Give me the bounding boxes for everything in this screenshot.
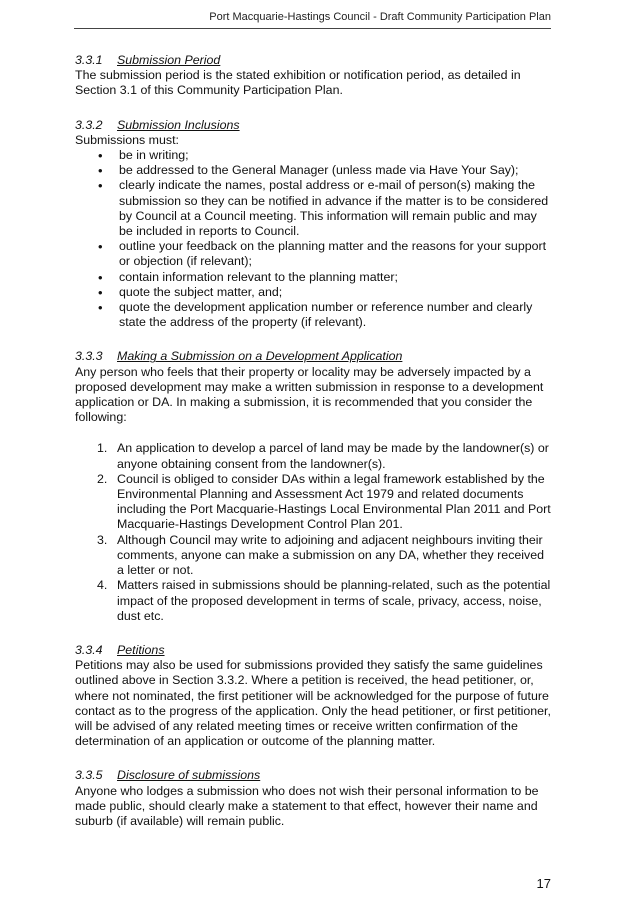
- item-text: Although Council may write to adjoining and adjacent neighbours inviting their comments, anyone can make a submission on any DA, whether they received a letter or not.: [117, 532, 545, 578]
- section-title: Submission Inclusions: [117, 117, 240, 132]
- section-title: Submission Period: [117, 53, 221, 67]
- section-number: 3.3.5: [75, 768, 103, 783]
- section-making-submission: [75, 349, 553, 623]
- bullet-list: [75, 148, 553, 330]
- section-heading: [75, 643, 553, 658]
- list-item: • quote the development application number or reference number and clearly state the address of the property (if relevant).: [75, 300, 553, 330]
- list-item: • clearly indicate the names, postal address or e-mail of person(s) making the submission so they can be notified in advance if the matter is to be considered by Council at a Council meeting. This information will remain public and may be included in reports to Council.: [75, 178, 553, 239]
- item-number: 3.: [97, 532, 108, 547]
- section-title: Petitions: [117, 642, 165, 657]
- section-disclosure: [75, 768, 553, 829]
- numbered-list: [75, 441, 553, 623]
- section-number: 3.3.4: [75, 642, 103, 657]
- item-text: Matters raised in submissions should be planning-related, such as the potential impact of the proposed development in terms of scale, privacy, access, noise, dust etc.: [117, 578, 551, 623]
- section-body: The submission period is the stated exhibition or notification period, as detailed in Section 3.1 of this Community Participation Plan.: [75, 68, 521, 98]
- list-item: • outline your feedback on the planning matter and the reasons for your support or objection (if relevant);: [75, 239, 553, 269]
- list-item: • be addressed to the General Manager (unless made via Have Your Say);: [75, 163, 553, 178]
- page-content: [75, 53, 553, 829]
- list-item: [75, 533, 553, 579]
- section-body: Petitions may also be used for submissions provided they satisfy the same guidelines outlined above in Section 3.3.2. Where a petition is received, the head petitioner, or, where not nominated, the first petitioner will be acknowledged for the purpose of future contact as to the progress of the application. Only the head petitioner, or first petitioner, will be advised of any related meeting times or receive written confirmation of the determination of an application or outcome of the planning matter.: [75, 658, 551, 749]
- item-number: 1.: [97, 441, 108, 456]
- section-title: Disclosure of submissions: [117, 768, 261, 783]
- item-number: 4.: [97, 578, 108, 593]
- list-item: • be in writing;: [75, 148, 553, 163]
- section-petitions: [75, 643, 553, 749]
- item-number: 2.: [97, 471, 108, 486]
- section-title: Making a Submission on a Development Application: [117, 349, 403, 364]
- section-heading: [75, 53, 553, 68]
- section-body: Anyone who lodges a submission who does not wish their personal information to be made public, should clearly make a statement to that effect, however their name and suburb (if available) will remain public.: [75, 783, 539, 828]
- list-item: [75, 578, 553, 624]
- section-number: 3.3.3: [75, 349, 103, 364]
- section-intro: Submissions must:: [75, 132, 179, 147]
- section-number: 3.3.2: [75, 117, 103, 132]
- list-item: [75, 472, 553, 533]
- section-heading: [75, 349, 553, 364]
- list-item: [75, 441, 553, 471]
- item-text: An application to develop a parcel of land may be made by the landowner(s) or anyone obtaining consent from the landowner(s).: [117, 441, 549, 471]
- list-item: • quote the subject matter, and;: [75, 285, 553, 300]
- section-submission-inclusions: [75, 118, 553, 331]
- header-rule: [74, 28, 551, 29]
- running-header: Port Macquarie-Hastings Council - Draft Community Participation Plan: [209, 11, 551, 23]
- section-number: 3.3.1: [75, 53, 103, 67]
- section-body: Any person who feels that their property or locality may be adversely impacted by a proposed development may make a written submission in response to a development application or DA. In making a submission, it is recommended that you consider the following:: [75, 364, 544, 425]
- list-item: • contain information relevant to the planning matter;: [75, 270, 553, 285]
- page-number: 17: [536, 876, 551, 891]
- item-text: Council is obliged to consider DAs within a legal framework established by the Environmental Planning and Assessment Act 1979 and related documents including the Port Macquarie-Hastings Local Environmental Plan 2011 and Port Macquarie-Hastings Development Control Plan 201.: [117, 471, 551, 532]
- section-submission-period: [75, 53, 553, 99]
- section-heading: [75, 768, 553, 783]
- section-heading: [75, 118, 553, 133]
